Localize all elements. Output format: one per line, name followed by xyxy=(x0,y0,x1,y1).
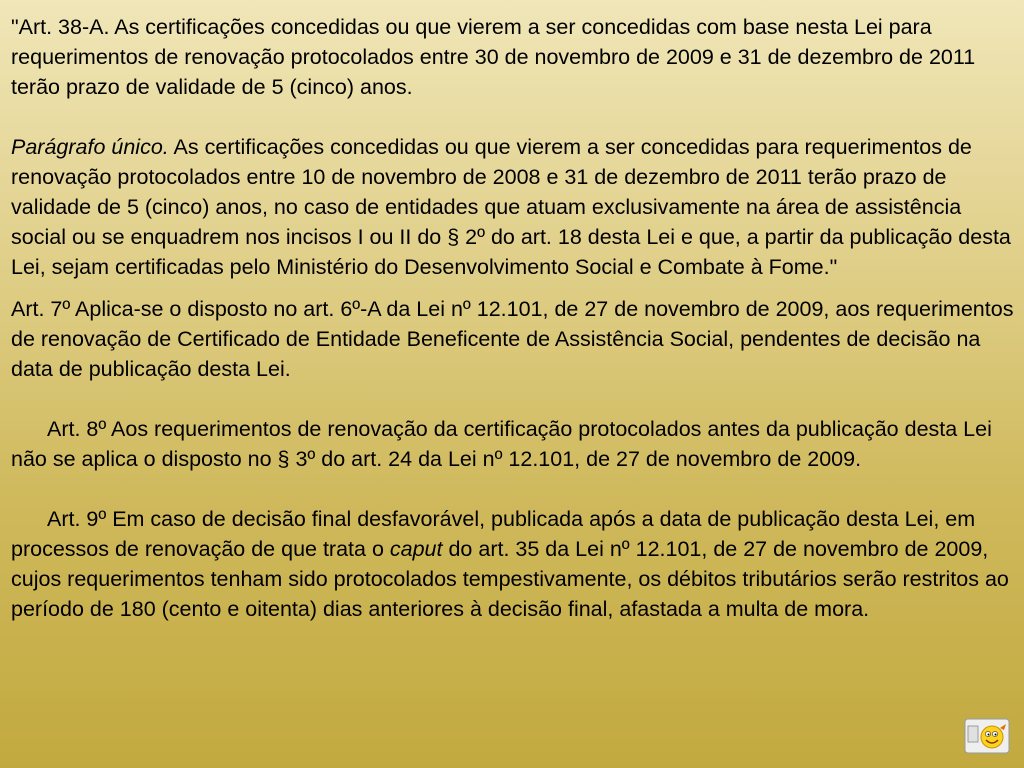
paragraph-unico-text: As certificações concedidas ou que vierem a ser concedidas para requerimentos de renovação protocolados entre 10 de novembro de 2008 e 31 de dezembro de 2011 terão prazo de validade de 5 (cinco) anos, no caso de entidades que atuam exclusivamente na área de assistência social ou se enquadrem nos incisos I ou II do § 2º do art. 18 desta Lei e que, a partir da publicação desta Lei, sejam certificadas pelo Ministério do Desenvolvimento Social e Combate à Fome." xyxy=(11,135,1011,279)
paragraph-art-9-part2: do art. 35 da Lei nº 12.101, de 27 de novembro de 2009, cujos requerimentos tenham sido protocolados tempestivamente, os débitos tributários serão restritos ao período de 180 (cento e oitenta) dias anteriores à decisão final, afastada a multa de mora. xyxy=(11,537,1009,621)
smiley-next-icon[interactable] xyxy=(964,718,1010,754)
paragraph-art-9 xyxy=(11,504,1017,624)
paragraph-art-8: Art. 8º Aos requerimentos de renovação da certificação protocolados antes da publicação desta Lei não se aplica o disposto no § 3º do art. 24 da Lei nº 12.101, de 27 de novembro de 2009. xyxy=(11,417,992,471)
caput-term: caput xyxy=(389,537,443,561)
paragraph-unico-label: Parágrafo único. xyxy=(11,135,169,159)
paragraph-art-7: Art. 7º Aplica-se o disposto no art. 6º-A da Lei nº 12.101, de 27 de novembro de 2009, aos requerimentos de renovação de Certificado de Entidade Beneficente de Assistência Social, pendentes de decisão na data de publicação desta Lei. xyxy=(11,297,1014,381)
paragraph-unico xyxy=(11,132,1017,282)
document-body xyxy=(11,12,1017,624)
paragraph-art-9-part1: Art. 9º Em caso de decisão final desfavorável, publicada após a data de publicação desta Lei, em processos de renovação de que trata o xyxy=(11,507,976,561)
paragraph-art-38a: "Art. 38-A. As certificações concedidas ou que vierem a ser concedidas com base nesta Lei para requerimentos de renovação protocolados entre 30 de novembro de 2009 e 31 de dezembro de 2011 terão prazo de validade de 5 (cinco) anos. xyxy=(11,15,976,99)
